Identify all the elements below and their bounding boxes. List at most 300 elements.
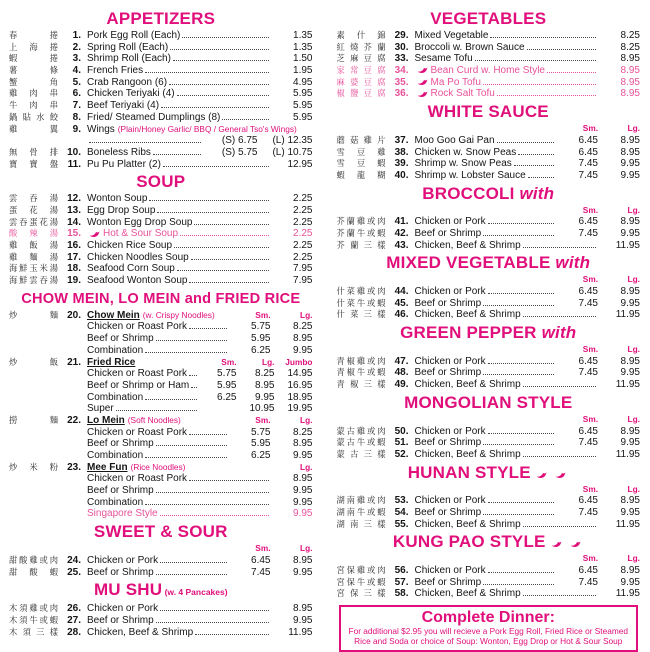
chinese-character: 蘭: [346, 227, 355, 238]
chinese-name: [337, 88, 386, 100]
menu-item-row: [9, 380, 313, 392]
section-title: [9, 290, 313, 308]
price: (S) 6.75: [221, 135, 258, 147]
item-name: Chicken, Beef & Shrimp: [414, 588, 521, 600]
chinese-character: 常: [350, 65, 359, 76]
menu-item-row: [337, 565, 641, 577]
price: 9.95: [620, 227, 640, 239]
section-title-text: SWEET & SOUR: [93, 522, 228, 542]
chinese-character: 宮: [336, 576, 345, 587]
chinese-character: 麵: [49, 414, 58, 425]
chinese-character: 蒙: [336, 448, 345, 459]
chinese-name: [337, 77, 386, 89]
chinese-name: [337, 565, 386, 577]
menu-item-row: [9, 485, 313, 497]
menu-item-row: [337, 495, 641, 507]
chinese-name: [9, 88, 58, 100]
price: 7.45: [578, 506, 598, 518]
chinese-character: 三: [363, 448, 372, 459]
item-number: 45.: [394, 297, 409, 309]
item-number: 53.: [394, 495, 409, 507]
chinese-character: 捲: [49, 41, 58, 52]
dotted-leader: [483, 444, 554, 445]
chinese-character: 木: [9, 626, 18, 637]
size-column-label: Sm.: [582, 483, 598, 494]
chinese-character: 保: [346, 576, 355, 587]
chinese-character: 南: [350, 518, 359, 529]
menu-section: [337, 464, 641, 531]
dotted-leader: [523, 595, 596, 596]
chinese-character: 蘭: [346, 216, 355, 227]
dotted-leader: [173, 60, 269, 61]
chinese-character: 酸: [19, 554, 28, 565]
menu-item-row: [337, 507, 641, 519]
chinese-character: 芥: [336, 239, 345, 250]
chinese-character: 腐: [377, 65, 386, 76]
section-title: [9, 173, 313, 191]
chinese-name: [337, 158, 386, 170]
price: 8.25: [293, 321, 313, 333]
item-name: Chicken or Roast Pork: [87, 426, 188, 438]
menu-item-row: [337, 414, 641, 426]
size-column-label: Sm.: [221, 356, 237, 367]
dotted-leader: [527, 49, 596, 50]
item-name: Hot & Sour Soup: [103, 228, 179, 240]
dotted-leader: [483, 84, 596, 85]
menu-item-row: [337, 519, 641, 531]
chinese-character: 肉: [377, 286, 386, 296]
size-column-label: Lg.: [300, 414, 313, 425]
menu-item-row: [9, 88, 313, 100]
chinese-character: 雞: [356, 425, 366, 436]
section-title: [337, 185, 641, 203]
item-number: 48.: [394, 367, 409, 379]
size-column-label: Lg.: [300, 461, 313, 472]
chinese-character: 豆: [363, 76, 372, 87]
chinese-character: 椒: [346, 355, 355, 366]
price: 6.45: [578, 355, 598, 367]
menu-item-row: [9, 193, 313, 205]
menu-item-row: [9, 30, 313, 42]
dotted-leader: [475, 60, 596, 61]
chinese-character: 甜: [9, 566, 18, 577]
price: 7.45: [251, 566, 271, 578]
dotted-leader: [182, 37, 268, 38]
chinese-name: [9, 275, 58, 287]
section-title-text: HUNAN STYLE: [407, 462, 531, 482]
chinese-character: 樣: [377, 518, 386, 529]
menu-item-row: [9, 124, 313, 136]
chinese-character: 水: [36, 111, 45, 122]
chinese-name: [337, 588, 386, 600]
chinese-name: [337, 437, 386, 449]
menu-item-row: [9, 135, 313, 147]
item-name: Chicken Teriyaki (4): [87, 88, 175, 100]
item-note: (Soft Noodles): [127, 414, 181, 425]
price: 9.95: [293, 450, 313, 461]
dotted-leader: [488, 223, 554, 224]
chinese-name: [337, 356, 386, 368]
size-column-label: Sm.: [255, 309, 271, 320]
item-number: 42.: [394, 227, 409, 239]
price: 2.25: [293, 251, 313, 263]
chinese-character: 湯: [49, 216, 58, 227]
chinese-character: 肉: [377, 565, 386, 575]
chinese-character: 須: [19, 614, 28, 625]
item-name: Chicken or Pork: [414, 425, 486, 437]
chinese-name: [9, 124, 58, 136]
size-column-label: Sm.: [582, 553, 598, 564]
dotted-leader: [483, 514, 554, 515]
chili-pepper-icon: [89, 231, 101, 238]
chinese-character: 青: [336, 367, 345, 378]
menu-item-row: [337, 42, 641, 54]
chinese-character: 肉: [377, 495, 386, 506]
item-name: Mee Fun: [87, 461, 128, 473]
chinese-character: 雞: [9, 88, 18, 99]
chinese-character: 飯: [29, 240, 38, 250]
item-name: Seafood Wonton Soup: [87, 275, 188, 287]
price: 8.95: [620, 53, 640, 65]
chinese-name: [9, 252, 58, 264]
chinese-character: 蝦: [377, 437, 386, 448]
dotted-leader: [189, 328, 226, 329]
item-name: Chicken or Roast Pork: [87, 321, 188, 333]
chinese-name: [9, 603, 58, 615]
chinese-character: 芥: [363, 41, 372, 52]
menu-item-row: [9, 275, 313, 287]
chinese-character: 牛: [356, 506, 366, 517]
item-name: Crab Rangoon (6): [87, 76, 168, 88]
item-name: Chicken or Pork: [414, 355, 486, 367]
chinese-character: 椒: [346, 367, 355, 378]
price: 8.25: [620, 41, 640, 53]
item-name: Combination: [87, 344, 144, 356]
dotted-leader: [145, 457, 226, 458]
menu-item-row: [337, 77, 641, 89]
chinese-character: 蒙: [336, 425, 345, 436]
chinese-character: 菜: [346, 297, 355, 308]
section-title-note: (w. 4 Pancakes): [162, 587, 228, 598]
dotted-leader: [145, 504, 268, 505]
menu-item-row: [337, 484, 641, 496]
item-name: Beef or Shrimp or Ham: [87, 379, 190, 391]
item-number: 21.: [67, 356, 81, 368]
chinese-character: 飯: [49, 356, 58, 367]
chinese-character: 菜: [350, 309, 359, 320]
chinese-character: 麻: [350, 53, 359, 64]
chinese-name: [9, 567, 58, 579]
chinese-character: 條: [49, 65, 58, 76]
chinese-character: 或: [367, 495, 376, 506]
menu-item-row: [337, 123, 641, 135]
price: 6.25: [251, 450, 271, 461]
chili-pepper-icon: [417, 79, 429, 86]
dotted-leader: [483, 235, 554, 236]
size-column-label: Lg.: [627, 274, 640, 285]
chinese-name: [337, 298, 386, 310]
menu-item-row: [337, 53, 641, 65]
menu-item-row: [337, 588, 641, 600]
chinese-character: 三: [36, 626, 45, 637]
item-name: Mixed Vegetable: [414, 30, 489, 41]
size-column-label: Jumbo: [285, 356, 313, 367]
menu-item-row: [9, 321, 313, 333]
price: 6.45: [578, 216, 598, 228]
menu-item-row: [9, 508, 313, 520]
menu-item-row: [9, 310, 313, 322]
item-number: 12.: [67, 193, 81, 205]
size-column-label: Lg.: [627, 413, 640, 424]
chinese-character: 牛: [9, 100, 18, 111]
item-number: 44.: [394, 286, 409, 297]
section-title: [337, 324, 641, 342]
price: 5.95: [251, 438, 271, 450]
dotted-leader: [523, 456, 596, 457]
size-column-label: Lg.: [300, 543, 313, 554]
price: 1.50: [293, 53, 313, 65]
chinese-character: 鍋: [9, 111, 18, 122]
section-title: [337, 103, 641, 121]
menu-item-row: [337, 286, 641, 298]
dotted-leader: [149, 200, 268, 201]
item-name: Chicken w. Snow Peas: [414, 146, 517, 158]
size-column-label: Sm.: [582, 123, 598, 134]
dotted-leader: [189, 434, 226, 435]
item-number: 14.: [67, 216, 81, 228]
size-column-label: Sm.: [255, 414, 271, 425]
item-name: Shrimp w. Lobster Sauce: [414, 169, 526, 181]
chinese-character: 牛: [356, 576, 366, 587]
menu-right-sections: [337, 10, 641, 600]
chinese-character: 素: [336, 30, 345, 40]
chinese-character: 三: [363, 239, 372, 250]
chinese-character: 花: [39, 216, 48, 227]
price: 9.95: [620, 297, 640, 309]
menu-item-row: [337, 379, 641, 391]
menu-item-row: [9, 427, 313, 439]
item-number: 43.: [394, 239, 409, 251]
chinese-character: 餃: [49, 111, 58, 122]
chinese-character: 串: [49, 100, 58, 111]
chinese-name: [9, 77, 58, 89]
price: 5.75: [251, 321, 271, 333]
chinese-character: 湯: [49, 275, 58, 286]
item-number: 10.: [67, 146, 81, 158]
section-title: [337, 10, 641, 28]
chinese-character: 三: [363, 588, 372, 599]
section-title-text: BROCCOLI: [422, 183, 515, 203]
size-column-label: Lg.: [627, 344, 640, 355]
price: 11.95: [615, 379, 640, 391]
item-name: Lo Mein: [87, 414, 125, 426]
chinese-character: 雞: [29, 603, 38, 614]
dotted-leader: [194, 224, 268, 225]
item-number: 11.: [67, 158, 81, 170]
chinese-character: 樣: [49, 626, 58, 637]
chinese-name: [9, 30, 58, 42]
price: 2.25: [293, 228, 313, 240]
dotted-leader: [483, 584, 554, 585]
menu-item-row: [337, 135, 641, 147]
chinese-character: 雞: [356, 565, 366, 575]
chinese-character: 酸: [9, 228, 18, 239]
price: 4.95: [293, 76, 313, 88]
price: 7.45: [578, 169, 598, 181]
price: 8.25: [620, 30, 640, 41]
menu-item-row: [9, 392, 313, 404]
chinese-name: [337, 286, 386, 298]
chinese-character: 或: [367, 425, 376, 436]
price: 1.35: [293, 41, 313, 53]
chinese-character: 湯: [49, 240, 58, 250]
size-column-label: Lg.: [627, 204, 640, 215]
chinese-name: [337, 367, 386, 379]
size-column-label: Lg.: [627, 123, 640, 134]
menu-item-row: [9, 497, 313, 509]
chinese-character: 蟹: [9, 76, 18, 87]
menu-item-row: [9, 333, 313, 345]
chinese-character: 湖: [336, 495, 345, 506]
price: (L) 10.75: [272, 146, 313, 158]
item-name: Beef or Shrimp: [414, 227, 482, 239]
item-name: Beef or Shrimp: [414, 576, 482, 588]
menu-item-row: [337, 170, 641, 182]
item-number: 18.: [67, 263, 81, 275]
chinese-character: 或: [39, 603, 48, 614]
chinese-character: 樣: [377, 379, 386, 390]
chinese-name: [9, 555, 58, 567]
chili-pepper-icon: [570, 541, 582, 548]
price: 8.95: [620, 565, 640, 576]
menu-item-row: [9, 603, 313, 615]
chili-pepper-icon: [555, 472, 567, 479]
menu-item-row: [337, 344, 641, 356]
size-column-label: Sm.: [582, 344, 598, 355]
item-name: Chicken Noodles Soup: [87, 251, 189, 263]
chinese-name: [9, 462, 58, 474]
chinese-character: 雞: [356, 495, 366, 506]
price: 2.25: [293, 204, 313, 216]
item-number: 40.: [394, 169, 409, 181]
item-number: 22.: [67, 414, 81, 426]
dotted-leader: [180, 235, 268, 236]
chinese-character: 紅: [336, 41, 345, 52]
dotted-leader: [488, 572, 554, 573]
price: 6.25: [251, 344, 271, 356]
menu-item-row: [337, 553, 641, 565]
chinese-character: 或: [367, 506, 376, 517]
item-name: Moo Goo Gai Pan: [414, 134, 495, 146]
price: 9.95: [620, 158, 640, 170]
item-name: Chicken, Beef & Shrimp: [414, 518, 521, 530]
chinese-character: 辣: [29, 228, 38, 239]
item-number: 36.: [394, 88, 409, 100]
chinese-character: 湖: [336, 506, 345, 517]
menu-item-row: [9, 345, 313, 357]
chinese-character: 牛: [356, 297, 366, 308]
item-number: 29.: [394, 30, 409, 41]
chinese-character: 肉: [377, 425, 386, 436]
menu-section: [9, 523, 313, 578]
chinese-character: 牛: [29, 614, 38, 625]
chinese-character: 什: [356, 30, 366, 40]
price: 11.95: [288, 626, 313, 638]
chinese-name: [337, 65, 386, 77]
chinese-character: 肉: [377, 355, 386, 366]
menu-item-row: [337, 274, 641, 286]
chinese-character: 家: [336, 65, 345, 76]
dotted-leader: [157, 212, 268, 213]
chinese-name: [337, 170, 386, 182]
price: 1.35: [293, 30, 313, 41]
item-name: Chicken or Pork: [414, 565, 486, 576]
item-number: 46.: [394, 309, 409, 321]
chinese-character: 菜: [346, 286, 355, 296]
chinese-character: 三: [363, 379, 372, 390]
section-title-text: APPETIZERS: [106, 9, 216, 28]
menu-item-row: [337, 158, 641, 170]
price: 8.95: [620, 286, 640, 297]
price: 2.25: [293, 216, 313, 228]
item-name: Beef Teriyaki (4): [87, 100, 160, 112]
chinese-character: 什: [336, 286, 345, 296]
price: 8.95: [293, 438, 313, 450]
chinese-character: 鹽: [350, 88, 359, 99]
dotted-leader: [514, 165, 554, 166]
chinese-name: [337, 449, 386, 461]
chinese-character: 米: [29, 461, 38, 472]
price: 9.95: [620, 367, 640, 379]
item-name: Combination: [87, 450, 144, 461]
price: 6.45: [578, 425, 598, 437]
chinese-character: 牛: [356, 227, 366, 238]
menu-item-row: [9, 112, 313, 124]
chinese-character: 湯: [49, 193, 58, 204]
item-name: Pork Egg Roll (Each): [87, 30, 181, 41]
menu-item-row: [9, 357, 313, 369]
chinese-character: 豆: [356, 158, 366, 169]
menu-section: [9, 581, 313, 638]
item-number: 1.: [72, 30, 81, 41]
chinese-character: 蝦: [377, 158, 386, 169]
chinese-character: 或: [39, 614, 48, 625]
chinese-character: 芝: [336, 53, 345, 64]
section-title-text: CHOW MEIN, LO MEIN and FRIED RICE: [21, 290, 301, 307]
price: 2.25: [293, 193, 313, 205]
menu-item-row: [9, 438, 313, 450]
item-number: 9.: [72, 123, 81, 135]
item-name: Beef or Shrimp: [87, 566, 154, 578]
chinese-character: 海: [9, 263, 18, 274]
chinese-name: [9, 205, 58, 217]
price: 8.95: [293, 473, 313, 485]
chinese-name: [337, 240, 386, 252]
menu-item-row: [9, 252, 313, 264]
menu-item-row: [337, 426, 641, 438]
chinese-character: 雞: [356, 286, 366, 296]
menu-item-row: [9, 473, 313, 485]
chinese-character: 炒: [9, 356, 18, 367]
chinese-character: 椒: [350, 379, 359, 390]
menu-item-row: [9, 615, 313, 627]
item-name: Pu Pu Platter (2): [87, 158, 161, 170]
price: 5.75: [217, 368, 237, 380]
price: 1.95: [293, 65, 313, 77]
chinese-character: 青: [336, 379, 345, 390]
item-number: 15.: [67, 228, 81, 240]
chinese-character: 蘭: [350, 239, 359, 250]
